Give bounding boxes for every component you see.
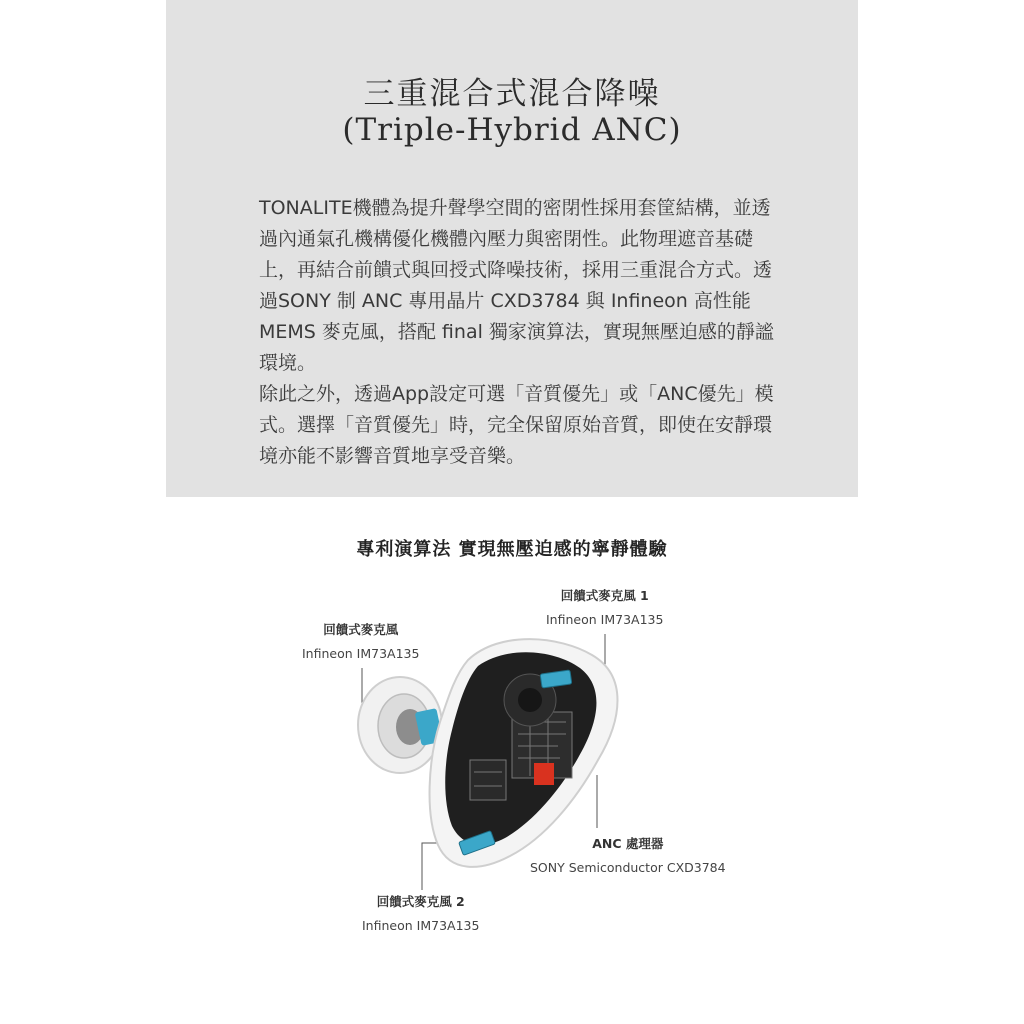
label-feedback-mic-1 [546, 584, 663, 632]
label-feedback-mic [302, 618, 419, 666]
label-part: SONY Semiconductor CXD3784 [530, 860, 726, 875]
description-paragraph: 除此之外，透過App設定可選「音質優先」或「ANC優先」模式。選擇「音質優先」時，完全保留原始音質，即使在安靜環境亦能不影響音質地享受音樂。 [259, 383, 774, 467]
driver-center [518, 688, 542, 712]
label-part: Infineon IM73A135 [546, 612, 664, 627]
anc-processor-chip [534, 763, 554, 785]
diagram-heading: 專利演算法 實現無壓迫感的寧靜體驗 [356, 539, 668, 560]
description-paragraph: TONALITE機體為提升聲學空間的密閉性採用套筐結構，並透過內通氣孔機構優化機體內壓力與密閉性。此物理遮音基礎上，再結合前饋式與回授式降噪技術，採用三重混合方式。透過SONY 制 ANC 專用晶片 CXD3784 與 Infineon 高性能 MEMS 麥克風，搭配 final 獨家演算法，實現無壓迫感的靜謐環境。 [259, 197, 774, 374]
ear-tip [358, 677, 443, 773]
label-part: Infineon IM73A135 [302, 646, 420, 661]
label-name: 回饋式麥克風 2 [376, 894, 465, 909]
label-anc-processor [530, 832, 726, 880]
label-feedback-mic-2 [362, 890, 479, 938]
label-name: ANC 處理器 [592, 836, 664, 851]
label-name: 回饋式麥克風 1 [560, 588, 649, 603]
feature-title: 三重混合式混合降噪 [363, 76, 661, 112]
feature-subtitle: (Triple-Hybrid ANC) [342, 112, 682, 148]
label-name: 回饋式麥克風 [323, 622, 399, 637]
label-part: Infineon IM73A135 [362, 918, 480, 933]
